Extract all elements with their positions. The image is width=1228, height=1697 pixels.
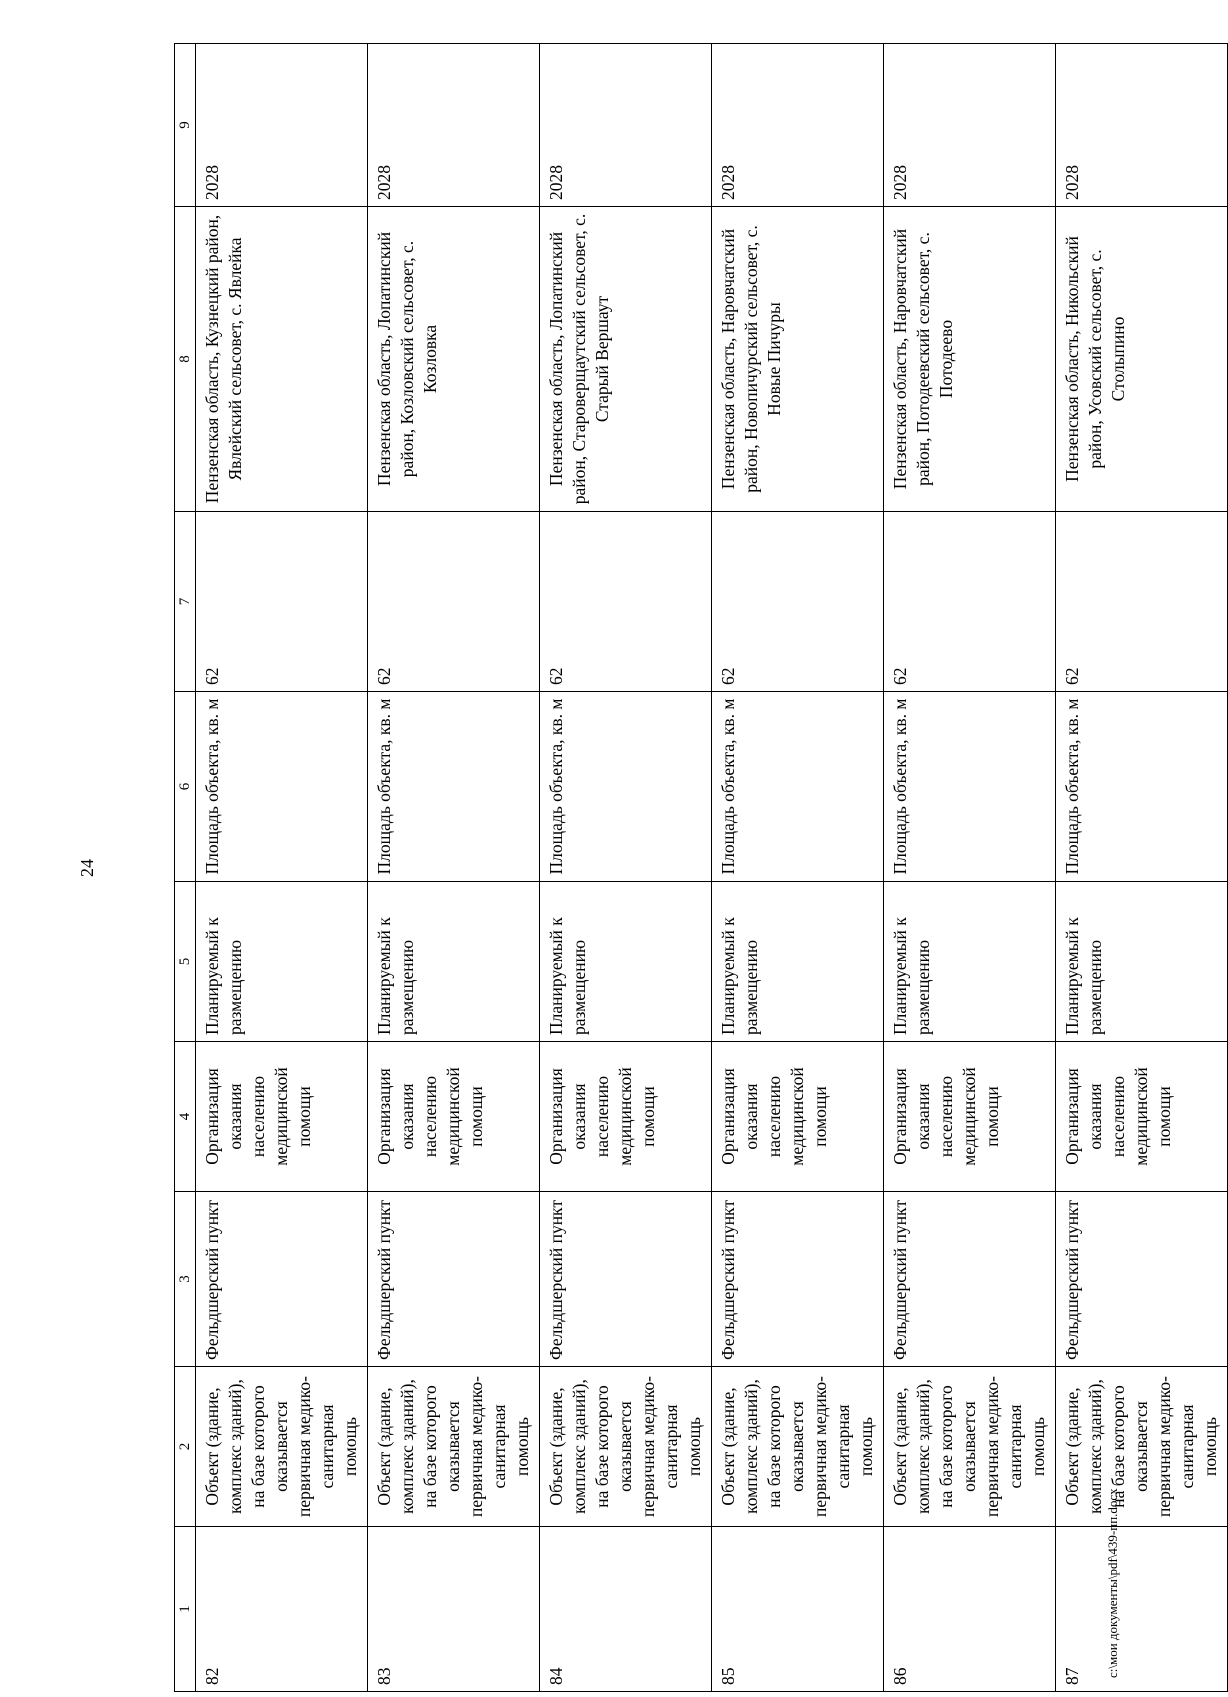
object-purpose: Организация оказания населению медицинской помощи — [368, 1042, 540, 1192]
column-number: 5 — [175, 882, 196, 1042]
row-number: 84 — [540, 1527, 712, 1692]
column-number: 1 — [175, 1527, 196, 1692]
object-description: Объект (здание, комплекс зданий), на базе которого оказывается первичная медико-санитарная помощь — [196, 1367, 368, 1527]
completion-year: 2028 — [540, 44, 712, 207]
column-number: 2 — [175, 1367, 196, 1527]
table-row — [712, 44, 884, 1692]
object-status: Планируемый к размещению — [540, 882, 712, 1042]
object-type: Фельдшерский пункт — [196, 1192, 368, 1367]
object-location: Пензенская область, Кузнецкий район, Явлейский сельсовет, с. Явлейка — [196, 207, 368, 512]
page-number — [74, 855, 100, 885]
row-number: 83 — [368, 1527, 540, 1692]
table-row — [196, 44, 368, 1692]
object-characteristic: Площадь объекта, кв. м — [884, 692, 1056, 882]
column-number: 3 — [175, 1192, 196, 1367]
characteristic-value: 62 — [368, 512, 540, 692]
column-number: 7 — [175, 512, 196, 692]
object-characteristic: Площадь объекта, кв. м — [712, 692, 884, 882]
object-description: Объект (здание, комплекс зданий), на базе которого оказывается первичная медико-санитарная помощь — [368, 1367, 540, 1527]
object-status: Планируемый к размещению — [884, 882, 1056, 1042]
object-type: Фельдшерский пункт — [540, 1192, 712, 1367]
footer-file-path — [1103, 1488, 1125, 1678]
object-type: Фельдшерский пункт — [368, 1192, 540, 1367]
row-number: 82 — [196, 1527, 368, 1692]
table-row — [1056, 44, 1228, 1692]
table-row — [540, 44, 712, 1692]
characteristic-value: 62 — [540, 512, 712, 692]
completion-year: 2028 — [712, 44, 884, 207]
object-purpose: Организация оказания населению медицинской помощи — [884, 1042, 1056, 1192]
column-number: 6 — [175, 692, 196, 882]
object-status: Планируемый к размещению — [368, 882, 540, 1042]
object-location: Пензенская область, Лопатинский район, Староверщаутский сельсовет, с. Старый Вершаут — [540, 207, 712, 512]
object-purpose: Организация оказания населению медицинской помощи — [196, 1042, 368, 1192]
object-location: Пензенская область, Никольский район, Усовский сельсовет, с. Столыпино — [1056, 207, 1228, 512]
object-description: Объект (здание, комплекс зданий), на базе которого оказывается первичная медико-санитарная помощь — [884, 1367, 1056, 1527]
completion-year: 2028 — [1056, 44, 1228, 207]
object-characteristic: Площадь объекта, кв. м — [196, 692, 368, 882]
facilities-table — [174, 43, 1228, 1692]
footer-file-path-text: c:\мои документы\pdf\439-пп.docx — [1105, 1488, 1120, 1678]
object-description: Объект (здание, комплекс зданий), на базе которого оказывается первичная медико-санитарная помощь — [1056, 1367, 1228, 1527]
completion-year: 2028 — [884, 44, 1056, 207]
object-status: Планируемый к размещению — [1056, 882, 1228, 1042]
object-location: Пензенская область, Наровчатский район, Потодеевский сельсовет, с. Потодеево — [884, 207, 1056, 512]
row-number: 86 — [884, 1527, 1056, 1692]
object-status: Планируемый к размещению — [712, 882, 884, 1042]
characteristic-value: 62 — [1056, 512, 1228, 692]
object-location: Пензенская область, Наровчатский район, Новопичурский сельсовет, с. Новые Пичуры — [712, 207, 884, 512]
object-type: Фельдшерский пункт — [884, 1192, 1056, 1367]
completion-year: 2028 — [368, 44, 540, 207]
characteristic-value: 62 — [712, 512, 884, 692]
column-number: 9 — [175, 44, 196, 207]
object-description: Объект (здание, комплекс зданий), на базе которого оказывается первичная медико-санитарная помощь — [540, 1367, 712, 1527]
table-row — [884, 44, 1056, 1692]
object-purpose: Организация оказания населению медицинской помощи — [1056, 1042, 1228, 1192]
characteristic-value: 62 — [196, 512, 368, 692]
object-status: Планируемый к размещению — [196, 882, 368, 1042]
object-purpose: Организация оказания населению медицинской помощи — [540, 1042, 712, 1192]
characteristic-value: 62 — [884, 512, 1056, 692]
object-description: Объект (здание, комплекс зданий), на базе которого оказывается первичная медико-санитарная помощь — [712, 1367, 884, 1527]
column-number: 8 — [175, 207, 196, 512]
row-number: 85 — [712, 1527, 884, 1692]
table-row — [368, 44, 540, 1692]
column-number-row — [175, 44, 196, 1692]
completion-year: 2028 — [196, 44, 368, 207]
object-type: Фельдшерский пункт — [1056, 1192, 1228, 1367]
page-number-text: 24 — [77, 859, 97, 877]
column-number: 4 — [175, 1042, 196, 1192]
object-type: Фельдшерский пункт — [712, 1192, 884, 1367]
object-purpose: Организация оказания населению медицинской помощи — [712, 1042, 884, 1192]
row-number: 87 — [1056, 1527, 1228, 1692]
object-characteristic: Площадь объекта, кв. м — [540, 692, 712, 882]
object-characteristic: Площадь объекта, кв. м — [368, 692, 540, 882]
object-characteristic: Площадь объекта, кв. м — [1056, 692, 1228, 882]
object-location: Пензенская область, Лопатинский район, Козловский сельсовет, с. Козловка — [368, 207, 540, 512]
